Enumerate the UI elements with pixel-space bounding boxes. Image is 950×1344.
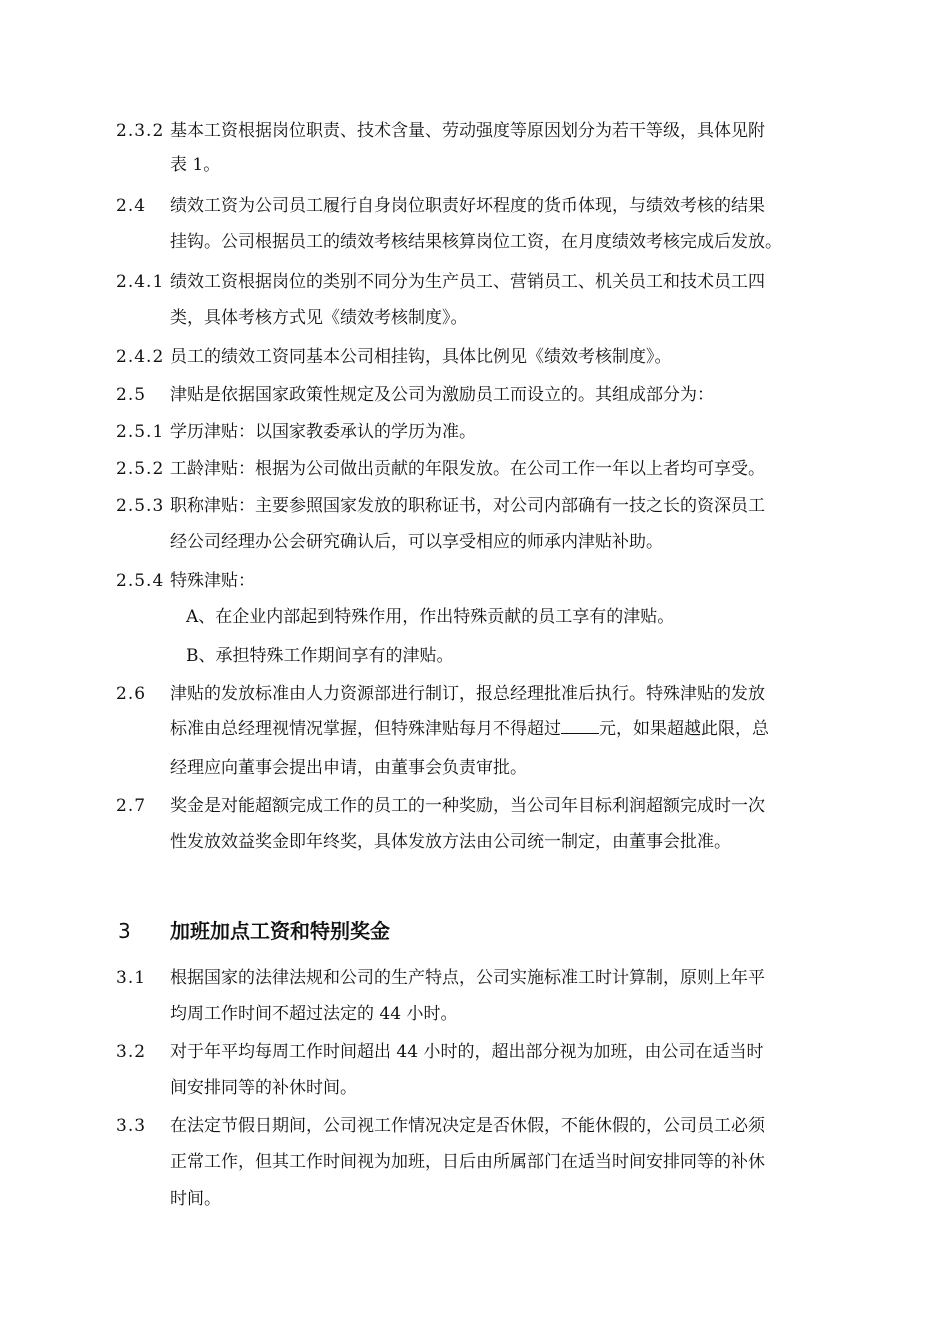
clause-number: 2.4.2 — [116, 347, 165, 367]
clause-number: 2.7 — [116, 796, 147, 816]
clause-text: 时间。 — [170, 1189, 221, 1209]
clause-text: 挂钩。公司根据员工的绩效考核结果核算岗位工资，在月度绩效考核完成后发放。 — [170, 232, 782, 252]
clause-text: 津贴是依据国家政策性规定及公司为激励员工而设立的。其组成部分为： — [170, 385, 714, 405]
clause-number: 2.5 — [116, 385, 147, 405]
clause-text: 工龄津贴：根据为公司做出贡献的年限发放。在公司工作一年以上者均可享受。 — [170, 459, 765, 479]
clause-text: 经公司经理办公会研究确认后，可以享受相应的师承内津贴补助。 — [170, 532, 663, 552]
clause-text: 员工的绩效工资同基本公司相挂钩，具体比例见《绩效考核制度》。 — [170, 347, 672, 367]
clause-text: 奖金是对能超额完成工作的员工的一种奖励，当公司年目标利润超额完成时一次 — [170, 796, 765, 816]
clause-text: 绩效工资根据岗位的类别不同分为生产员工、营销员工、机关员工和技术员工四 — [170, 272, 765, 292]
clause-text: 表 1。 — [170, 155, 221, 175]
clause-text: 职称津贴：主要参照国家发放的职称证书，对公司内部确有一技之长的资深员工 — [170, 496, 765, 516]
clause-text: 性发放效益奖金即年终奖，具体发放方法由公司统一制定，由董事会批准。 — [170, 832, 731, 852]
clause-number: 2.5.2 — [116, 459, 165, 479]
clause-text: 学历津贴：以国家教委承认的学历为准。 — [170, 422, 476, 442]
sub-item-b: B、承担特殊工作期间享有的津贴。 — [186, 646, 454, 666]
clause-number: 2.3.2 — [116, 121, 165, 141]
clause-text: 绩效工资为公司员工履行自身岗位职责好坏程度的货币体现，与绩效考核的结果 — [170, 196, 765, 216]
clause-number: 2.5.4 — [116, 571, 165, 591]
clause-text: 根据国家的法律法规和公司的生产特点，公司实施标准工时计算制，原则上年平 — [170, 968, 765, 988]
clause-number: 3.3 — [116, 1116, 147, 1136]
section-number: 3 — [118, 919, 131, 943]
clause-text-with-blank — [170, 718, 769, 740]
clause-text: 津贴的发放标准由人力资源部进行制订，报总经理批准后执行。特殊津贴的发放 — [170, 684, 765, 704]
clause-number: 3.1 — [116, 968, 147, 988]
clause-number: 2.4.1 — [116, 272, 165, 292]
sub-item-a: A、在企业内部起到特殊作用，作出特殊贡献的员工享有的津贴。 — [186, 607, 675, 627]
clause-number: 3.2 — [116, 1042, 147, 1062]
clause-text: 经理应向董事会提出申请，由董事会负责审批。 — [170, 758, 527, 778]
clause-text: 元，如果超越此限，总 — [599, 719, 769, 739]
clause-text: 间安排同等的补休时间。 — [170, 1078, 357, 1098]
clause-number: 2.5.3 — [116, 496, 165, 516]
clause-number: 2.6 — [116, 684, 147, 704]
fill-in-blank — [561, 719, 599, 734]
clause-text: 特殊津贴： — [170, 571, 255, 591]
clause-text: 正常工作，但其工作时间视为加班，日后由所属部门在适当时间安排同等的补休 — [170, 1152, 765, 1172]
clause-text: 标准由总经理视情况掌握，但特殊津贴每月不得超过 — [170, 719, 561, 739]
clause-text: 基本工资根据岗位职责、技术含量、劳动强度等原因划分为若干等级，具体见附 — [170, 121, 765, 141]
section-title: 加班加点工资和特别奖金 — [170, 919, 390, 943]
clause-text: 类，具体考核方式见《绩效考核制度》。 — [170, 308, 468, 328]
clause-text: 均周工作时间不超过法定的 44 小时。 — [170, 1004, 458, 1024]
clause-text: 在法定节假日期间，公司视工作情况决定是否休假，不能休假的，公司员工必须 — [170, 1116, 765, 1136]
clause-text: 对于年平均每周工作时间超出 44 小时的，超出部分视为加班，由公司在适当时 — [170, 1042, 764, 1062]
clause-number: 2.4 — [116, 196, 147, 216]
clause-number: 2.5.1 — [116, 422, 165, 442]
